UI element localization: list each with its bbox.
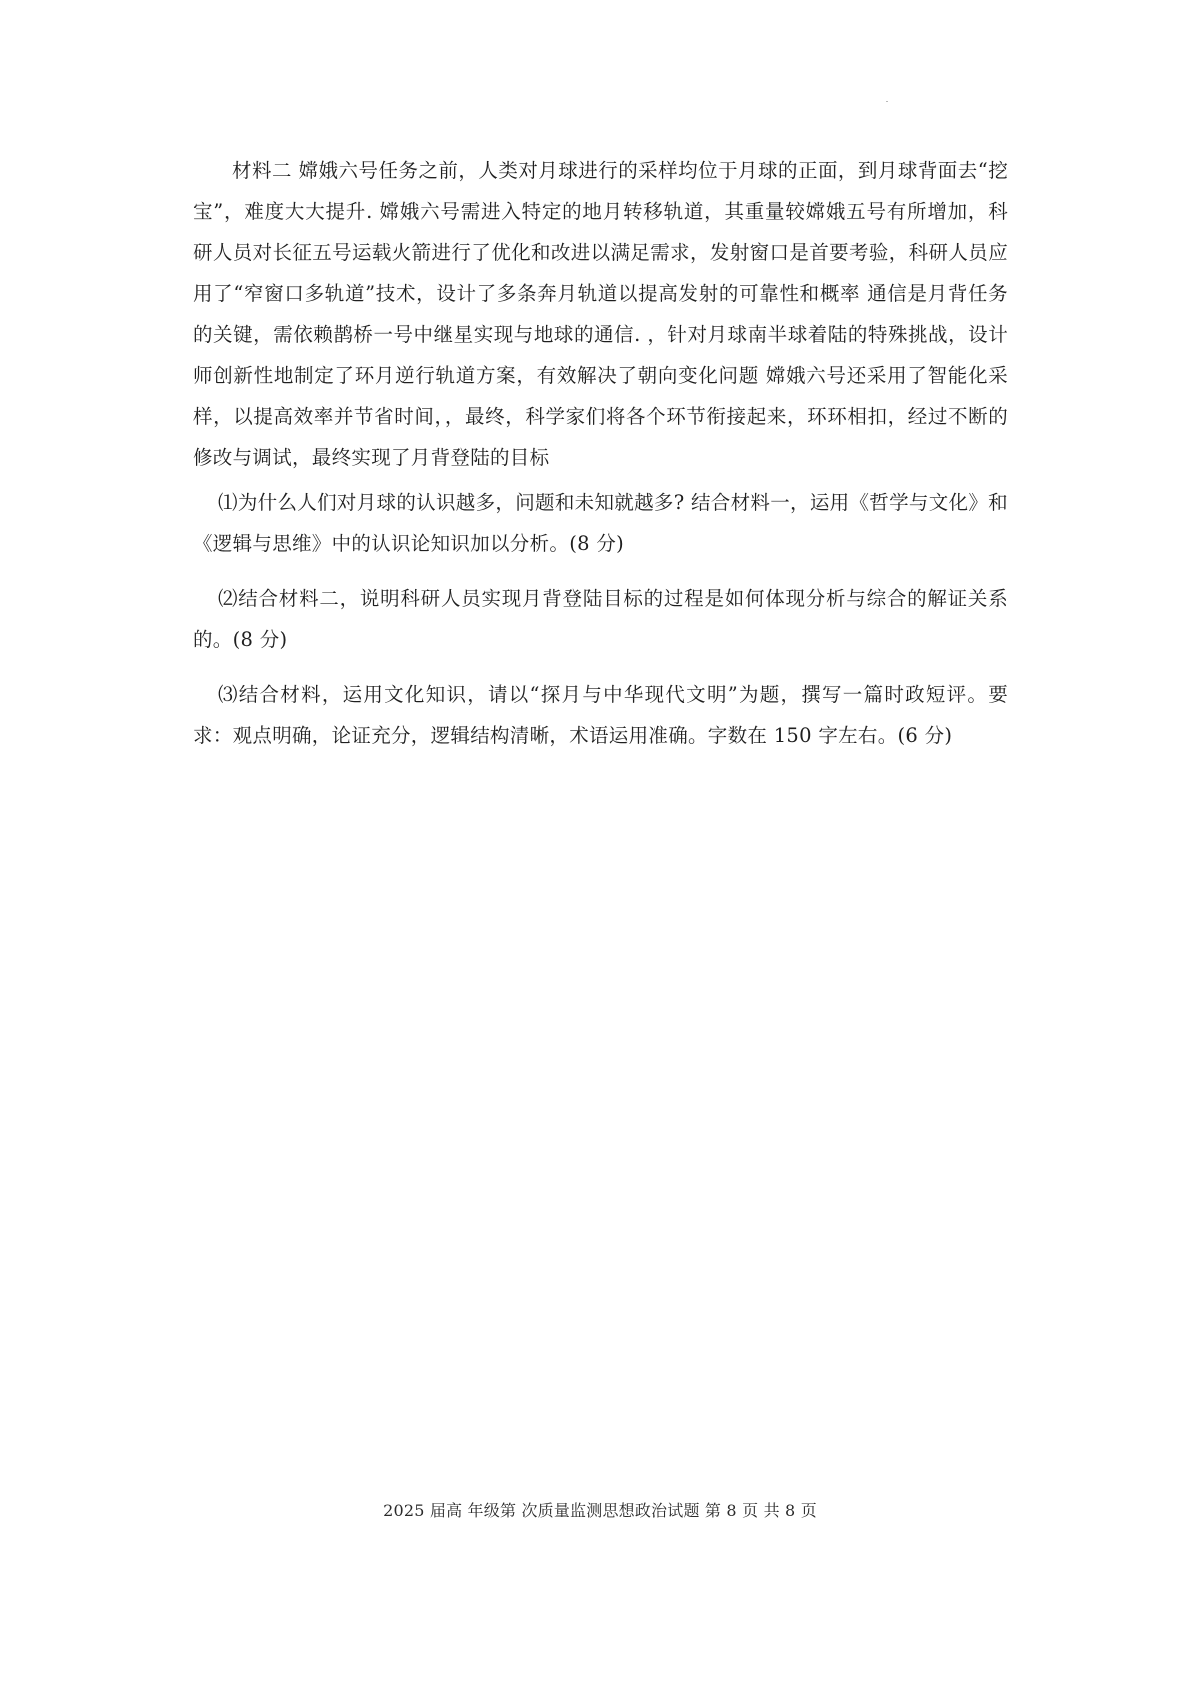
page-content	[193, 150, 1008, 756]
scan-speck	[886, 101, 888, 102]
question-2: ⑵结合材料二，说明科研人员实现月背登陆目标的过程是如何体现分析与综合的解证关系的。(8 分)	[193, 587, 1008, 651]
page-footer: 2025 届高 年级第 次质量监测思想政治试题 第 8 页 共 8 页	[383, 1501, 817, 1520]
question-3: ⑶结合材料，运用文化知识，请以“探月与中华现代文明”为题，撰写一篇时政短评。要求：观点明确，论证充分，逻辑结构清晰，术语运用准确。字数在 150 字左右。(6 分)	[193, 683, 1008, 747]
material-two-paragraph: 材料二 嫦娥六号任务之前，人类对月球进行的采样均位于月球的正面，到月球背面去“挖宝”，难度大大提升. 嫦娥六号需进入特定的地月转移轨道，其重量较嫦娥五号有所增加，科研人员对长征五号运载火箭进行了优化和改进以满足需求，发射窗口是首要考验，科研人员应用了“窄窗口多轨道”技术，设计了多条奔月轨道以提高发射的可靠性和概率 通信是月背任务的关键，需依赖鹊桥一号中继星实现与地球的通信. ，针对月球南半球着陆的特殊挑战，设计师创新性地制定了环月逆行轨道方案，有效解决了朝向变化问题 嫦娥六号还采用了智能化采样，以提高效率并节省时间，，最终，科学家们将各个环节衔接起来，环环相扣，经过不断的修改与调试，最终实现了月背登陆的目标	[193, 159, 1008, 469]
question-1: ⑴为什么人们对月球的认识越多，问题和未知就越多? 结合材料一，运用《哲学与文化》和《逻辑与思维》中的认识论知识加以分析。(8 分)	[193, 491, 1008, 555]
